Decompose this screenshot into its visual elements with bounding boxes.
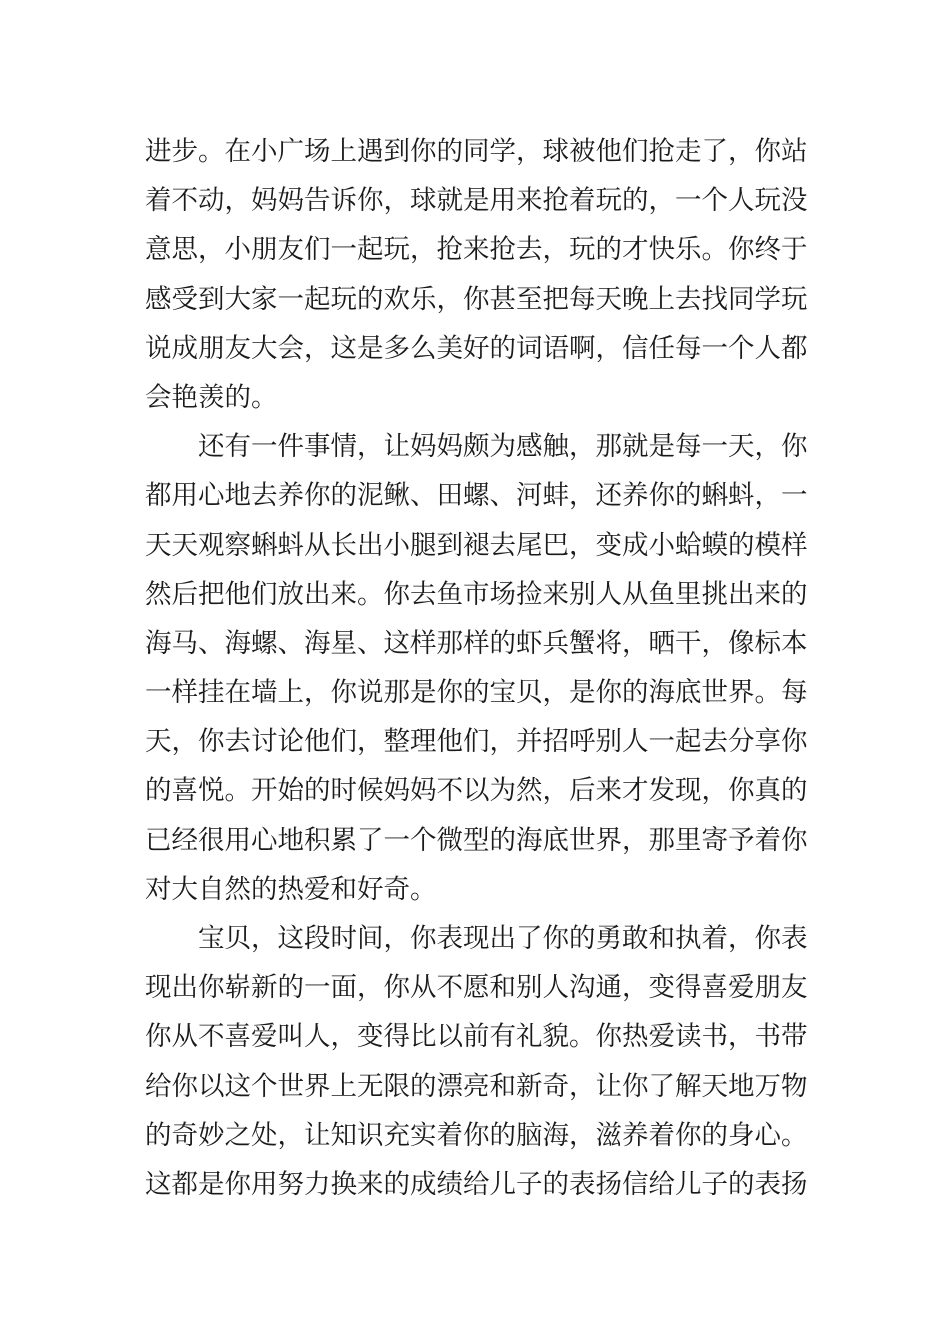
text-line: 天天观察蝌蚪从长出小腿到褪去尾巴，变成小蛤蟆的模样 [145,529,807,561]
text-line: 说成朋友大会，这是多么美好的词语啊，信任每一个人都 [145,332,807,364]
paragraph-first-line: 还有一件事情，让妈妈颇为感触，那就是每一天，你 [198,431,807,463]
text-line: 现出你崭新的一面，你从不愿和别人沟通，变得喜爱朋友 [145,972,807,1004]
text-line: 进步。在小广场上遇到你的同学，球被他们抢走了，你站 [145,136,807,167]
text-line: 着不动，妈妈告诉你，球就是用来抢着玩的，一个人玩没 [145,185,807,217]
text-line: 这都是你用努力换来的成绩给儿子的表扬信给儿子的表扬 [145,1168,807,1200]
text-line: 会艳羡的。 [145,381,278,413]
text-line: 天，你去讨论他们，整理他们，并招呼别人一起去分享你 [145,726,807,758]
text-line: 意思，小朋友们一起玩，抢来抢去，玩的才快乐。你终于 [145,234,807,266]
text-line: 已经很用心地积累了一个微型的海底世界，那里寄予着你 [145,824,807,856]
text-line: 对大自然的热爱和好奇。 [145,873,437,905]
text-line: 的喜悦。开始的时候妈妈不以为然，后来才发现，你真的 [145,775,807,807]
text-line: 都用心地去养你的泥鳅、田螺、河蚌，还养你的蝌蚪，一 [145,480,807,512]
text-line: 感受到大家一起玩的欢乐，你甚至把每天晚上去找同学玩 [145,283,807,315]
text-line: 的奇妙之处，让知识充实着你的脑海，滋养着你的身心。 [145,1119,807,1151]
text-line: 你从不喜爱叫人，变得比以前有礼貌。你热爱读书，书带 [145,1021,807,1053]
body-text [145,127,807,1209]
text-line: 给你以这个世界上无限的漂亮和新奇，让你了解天地万物 [145,1070,807,1102]
text-line: 海马、海螺、海星、这样那样的虾兵蟹将，晒干，像标本 [145,627,807,659]
text-line: 一样挂在墙上，你说那是你的宝贝，是你的海底世界。每 [145,677,807,709]
paragraph-first-line: 宝贝，这段时间，你表现出了你的勇敢和执着，你表 [198,923,807,954]
text-line: 然后把他们放出来。你去鱼市场捡来别人从鱼里挑出来的 [145,578,807,610]
